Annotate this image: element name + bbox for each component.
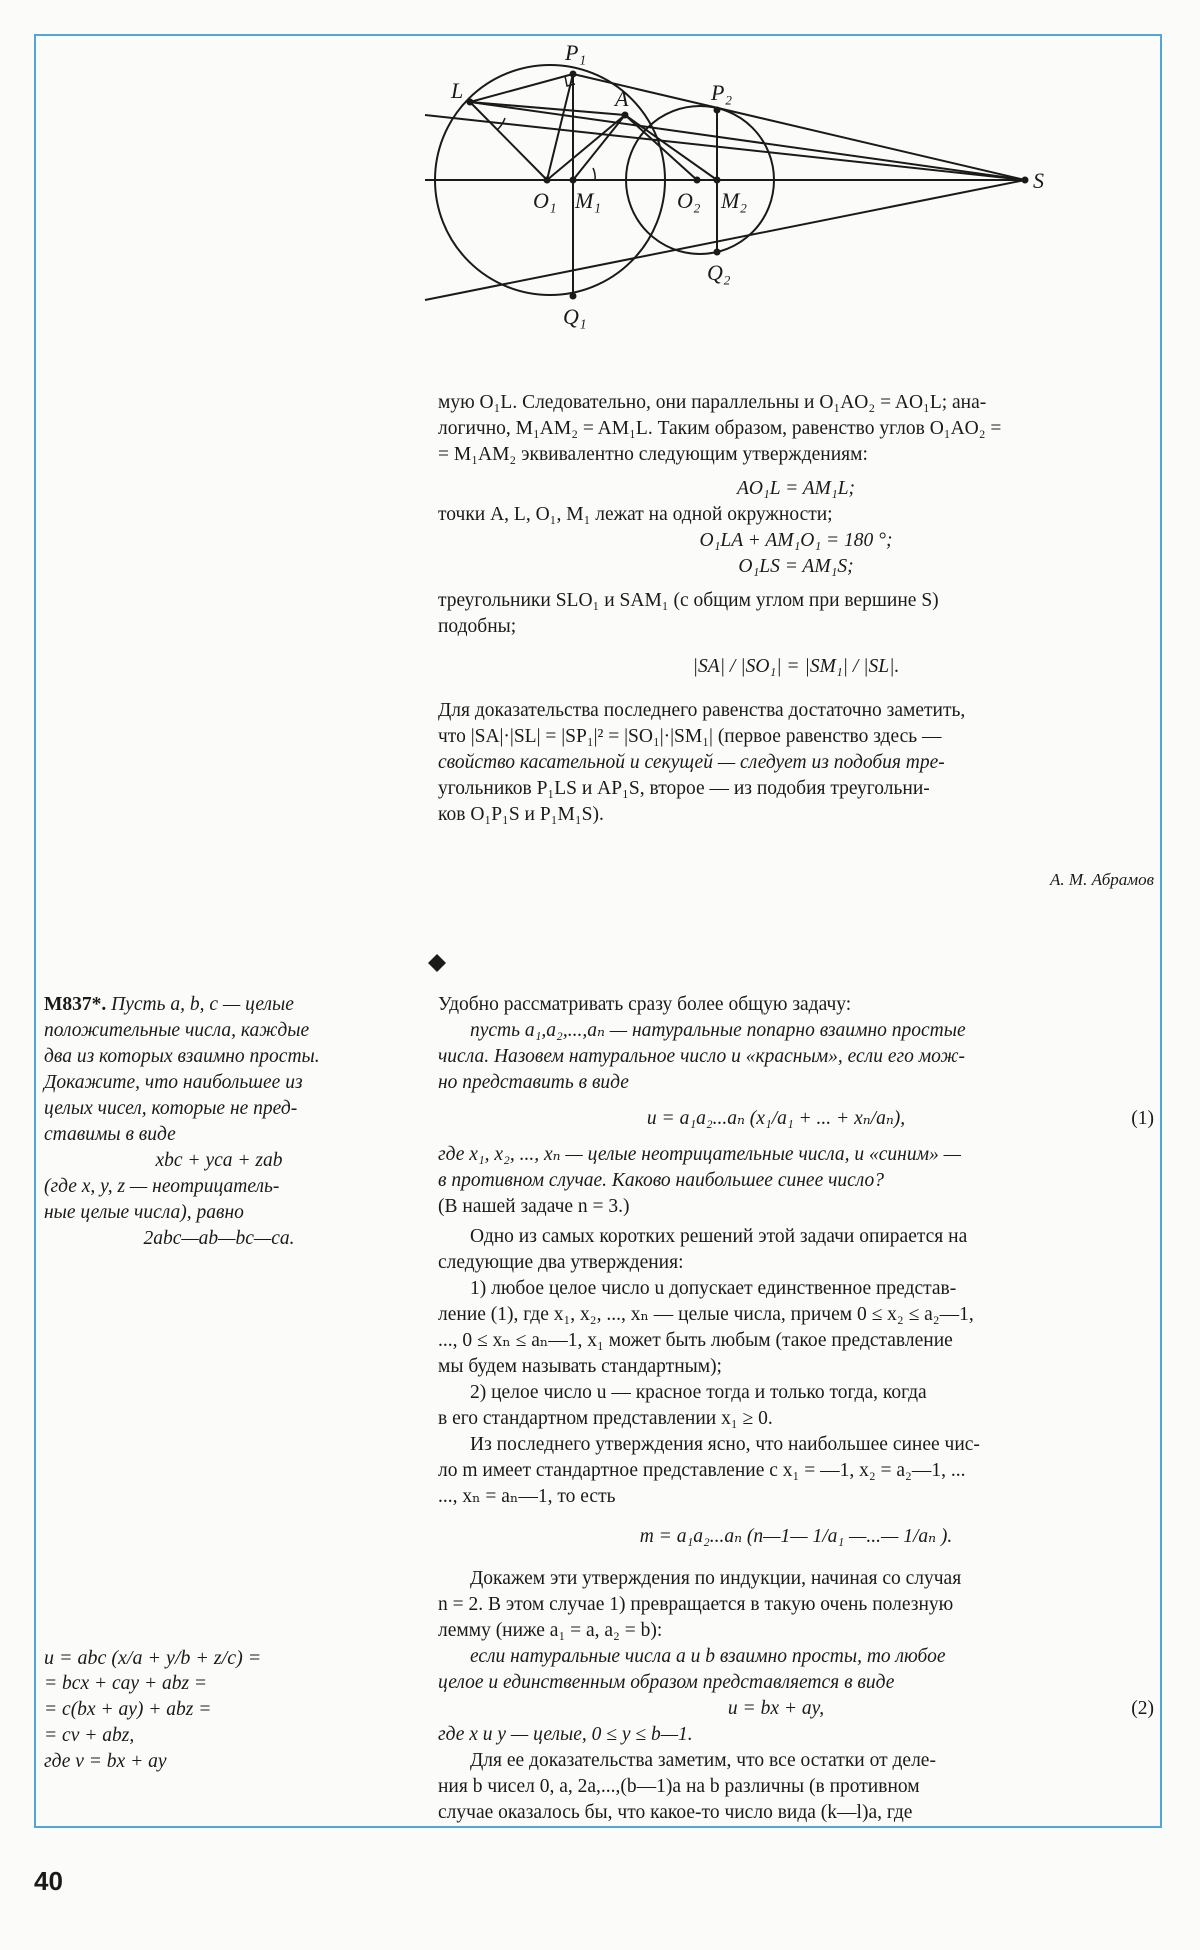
problem-statement <box>44 992 394 1252</box>
equation-1-number: (1) <box>1131 1108 1154 1129</box>
solution-line-26: ния b чисел 0, a, 2a,...,(b—1)a на b различны (в противном <box>438 1776 920 1797</box>
solution-line-12: ..., 0 ≤ xₙ ≤ aₙ—1, x₁ может быть любым (такое представление <box>438 1330 953 1351</box>
solution-line-25: Для ее доказательства заметим, что все остатки от деле- <box>470 1750 936 1771</box>
solution-line-2: пусть a₁,a₂,...,aₙ — натуральные попарно взаимно простые <box>470 1020 966 1041</box>
label-o1: O₁ <box>533 188 557 213</box>
problem-text-4: Докажите, что наибольшее из <box>44 1072 303 1093</box>
solution-line-3: числа. Назовем натуральное число и «красным», если его мож- <box>438 1046 966 1067</box>
solution-line-21: лемму (ниже a₁ = a, a₂ = b): <box>438 1620 663 1641</box>
label-p1: P₁ <box>565 40 587 65</box>
solution <box>438 992 1154 1826</box>
problem-text-8: ные целые числа), равно <box>44 1202 244 1223</box>
solution-line-23: целое и единственным образом представляется в виде <box>438 1672 895 1693</box>
proof-line-8a: что |SA|·|SL| = |SP₁|² = |SO₁|·|SM₁| (первое равенство здесь — <box>438 726 942 747</box>
geometry-figure <box>415 40 1055 330</box>
solution-line-5: где x₁, x₂, ..., xₙ — целые неотрицательные числа, и «синим» — <box>438 1144 962 1165</box>
problem-text-7: (где x, y, z — неотрицатель- <box>44 1176 280 1197</box>
solution-line-8: Одно из самых коротких решений этой задачи опирается на <box>470 1226 968 1247</box>
equation-1-body: u = a₁a₂...aₙ (x₁/a₁ + ... + xₙ/aₙ), <box>646 1108 906 1129</box>
proof-line-3: = M₁AM₂ эквивалентно следующим утверждениям: <box>438 444 868 465</box>
proof-line-2: логично, M₁AM₂ = AM₁L. Таким образом, равенство углов O₁AO₂ = <box>438 418 1002 439</box>
side-formula-row-3: = c(bx + ay) + abz = <box>44 1699 212 1720</box>
solution-line-14: 2) целое число u — красное тогда и только тогда, когда <box>470 1382 927 1403</box>
equation-2-number: (2) <box>1131 1698 1154 1719</box>
label-p2: P₂ <box>711 80 733 105</box>
solution-line-19: Докажем эти утверждения по индукции, начиная со случая <box>470 1568 962 1589</box>
author: А. М. Абрамов <box>1050 870 1154 889</box>
proof-line-1: мую O₁L. Следовательно, они параллельны и O₁AO₂ = AO₁L; ана- <box>438 392 987 413</box>
proof-line-8b: свойство касательной и секущей — следует из подобия тре- <box>438 752 945 773</box>
diamond-icon <box>427 953 447 973</box>
solution-line-11: ление (1), где x₁, x₂, ..., xₙ — целые числа, причем 0 ≤ x₂ ≤ a₂—1, <box>438 1304 974 1325</box>
label-q2: Q₂ <box>707 260 731 285</box>
solution-line-13: мы будем называть стандартным); <box>438 1356 722 1377</box>
solution-line-16: Из последнего утверждения ясно, что наибольшее синее чис- <box>470 1434 980 1455</box>
problem-formula-2: 2abc—ab—bc—ca. <box>143 1228 295 1249</box>
label-a: A <box>615 86 629 111</box>
solution-line-10: 1) любое целое число u допускает единственное представ- <box>470 1278 957 1299</box>
problem-text-2: положительные числа, каждые <box>44 1020 310 1041</box>
solution-line-18: ..., xₙ = aₙ—1, то есть <box>438 1486 616 1507</box>
proof-line-8d: ков O₁P₁S и P₁M₁S). <box>438 804 604 825</box>
proof-eq-4: |SA| / |SO₁| = |SM₁| / |SL|. <box>692 656 900 677</box>
label-o2: O₂ <box>677 188 701 213</box>
problem-formula-1: xbc + yca + zab <box>155 1150 283 1171</box>
solution-line-27: случае оказалось бы, что какое-то число вида (k—l)a, где <box>438 1802 913 1823</box>
label-m1: M₁ <box>575 188 601 213</box>
solution-line-1: Удобно рассматривать сразу более общую задачу: <box>438 994 852 1015</box>
solution-line-7: (В нашей задаче n = 3.) <box>438 1196 630 1217</box>
page-number: 40 <box>34 1866 63 1896</box>
solution-line-20: n = 2. В этом случае 1) превращается в такую очень полезную <box>438 1594 954 1615</box>
solution-line-15: в его стандартном представлении x₁ ≥ 0. <box>438 1408 773 1429</box>
proof-continuation <box>438 390 1154 828</box>
solution-line-17: ло m имеет стандартное представление с x₁ = —1, x₂ = a₂—1, ... <box>438 1460 966 1481</box>
equation-2 <box>438 1696 1154 1722</box>
problem-code: М837*. <box>44 994 107 1015</box>
label-s: S <box>1033 168 1044 193</box>
proof-line-6: подобны; <box>438 616 517 637</box>
side-formula-row-1: u = abc (x/a + y/b + z/c) = <box>44 1647 262 1669</box>
side-formula-row-4: = cv + abz, <box>44 1725 135 1746</box>
proof-line-8c: угольников P₁LS и AP₁S, второе — из подобия треугольни- <box>438 778 930 799</box>
proof-eq-2: O₁LA + AM₁O₁ = 180 °; <box>699 530 893 551</box>
proof-line-7: Для доказательства последнего равенства достаточно заметить, <box>438 700 966 721</box>
equation-1 <box>438 1106 1154 1132</box>
solution-line-6: в противном случае. Каково наибольшее синее число? <box>438 1170 885 1191</box>
proof-line-5: треугольники SLO₁ и SAM₁ (с общим углом при вершине S) <box>438 590 939 611</box>
label-q1: Q₁ <box>563 304 587 329</box>
side-formula <box>44 1645 394 1775</box>
label-l: L <box>451 78 464 103</box>
proof-line-4: точки A, L, O₁, M₁ лежат на одной окружности; <box>438 504 833 525</box>
solution-line-9: следующие два утверждения: <box>438 1252 684 1273</box>
equation-m: m = a₁a₂...aₙ (n—1— 1/a₁ —...— 1/aₙ ). <box>639 1526 953 1547</box>
problem-text-5: целых чисел, которые не пред- <box>44 1098 298 1119</box>
problem-text-6: ставимы в виде <box>44 1124 176 1145</box>
solution-line-4: но представить в виде <box>438 1072 629 1093</box>
label-m2: M₂ <box>721 188 747 213</box>
problem-text-1: Пусть a, b, c — целые <box>111 994 294 1015</box>
solution-line-24: где x и y — целые, 0 ≤ y ≤ b—1. <box>438 1724 693 1745</box>
proof-eq-3: O₁LS = AM₁S; <box>738 556 854 577</box>
problem-text-3: два из которых взаимно просты. <box>44 1046 320 1067</box>
solution-line-22: если натуральные числа a и b взаимно просты, то любое <box>470 1646 946 1667</box>
secant-ls <box>470 102 1025 180</box>
side-formula-row-5: где v = bx + ay <box>44 1751 167 1772</box>
equation-2-body: u = bx + ay, <box>727 1698 825 1719</box>
proof-eq-1: AO₁L = AM₁L; <box>736 478 856 499</box>
side-formula-row-2: = bcx + cay + abz = <box>44 1673 208 1694</box>
